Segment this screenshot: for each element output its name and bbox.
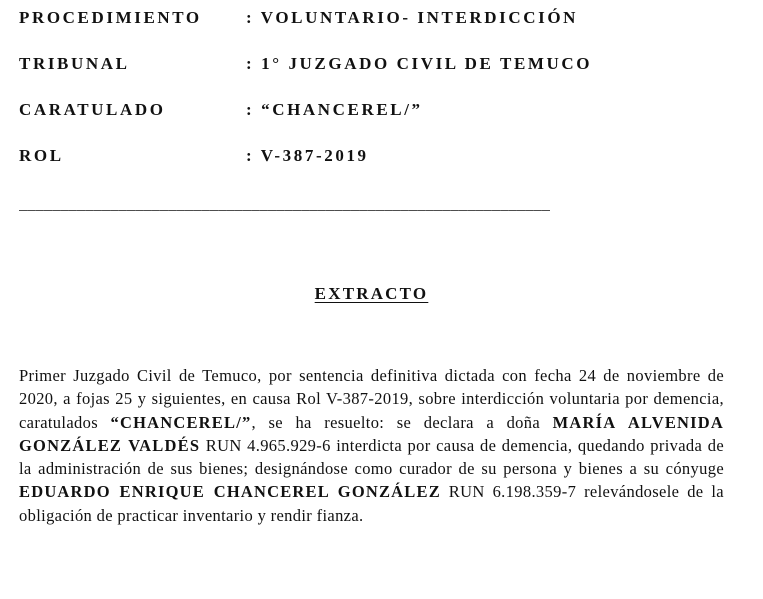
caratulado-label: CARATULADO (19, 100, 166, 119)
caratula-name: “CHANCEREL/” (110, 412, 252, 432)
rol-label: ROL (19, 146, 64, 165)
body-text-part-1: Primer Juzgado Civil de Temuco, por sentencia definitiva dictada con fecha 24 de noviembre de 2020, a fojas 25 y siguientes, en causa Rol V-387-2019, sobre interdicción voluntaria por demencia, caratulados (19, 366, 724, 432)
caratulado-value: : “CHANCEREL/” (246, 100, 423, 119)
document-title: EXTRACTO (314, 284, 429, 303)
interdicta-name: MARÍA ALVENIDA GONZÁLEZ VALDÉS (19, 412, 725, 455)
procedimiento-label: PROCEDIMIENTO (19, 8, 202, 27)
procedimiento-value: : VOLUNTARIO- INTERDICCIÓN (246, 8, 579, 27)
separator-line: ________________________________________________________________ (19, 196, 551, 213)
tribunal-value: : 1° JUZGADO CIVIL DE TEMUCO (246, 54, 593, 73)
curador-name: EDUARDO ENRIQUE CHANCEREL GONZÁLEZ (19, 482, 441, 502)
body-text-part-2: , se ha resuelto: se declara a doña (251, 412, 553, 432)
body-text-part-3: RUN 4.965.929-6 interdicta por causa de demencia, quedando privada de la administración de sus bienes; designándose como curador de su persona y bienes a su cónyuge (19, 435, 724, 479)
tribunal-label: TRIBUNAL (19, 54, 130, 73)
extract-body (19, 364, 724, 527)
body-text-part-4: RUN 6.198.359-7 relevándosele de la obligación de practicar inventario y rendir fianza. (19, 482, 724, 525)
rol-value: : V-387-2019 (246, 146, 369, 165)
